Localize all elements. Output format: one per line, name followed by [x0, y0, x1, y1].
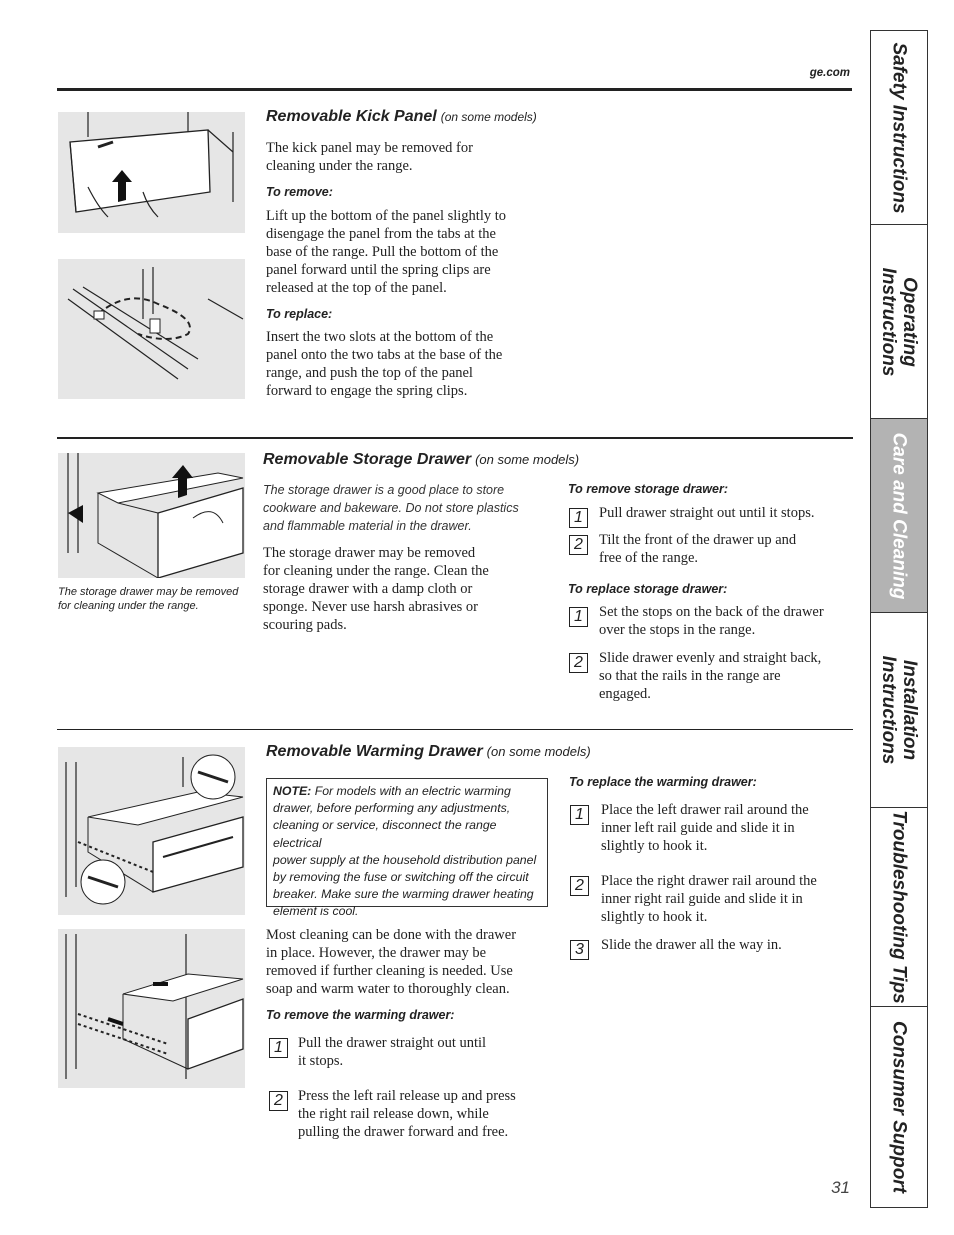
text-line: Pull the drawer straight out until: [298, 1035, 487, 1051]
tab-operating-instructions[interactable]: [871, 225, 927, 419]
text-line: in place. However, the drawer may be: [266, 945, 487, 961]
text-line: Slide the drawer all the way in.: [601, 937, 782, 953]
warming-drawer-drawing-icon: [58, 747, 245, 915]
section-tab-bar: [870, 30, 928, 1208]
text-line: range, and push the top of the panel: [266, 365, 473, 381]
step-text: [599, 603, 824, 639]
tab-label-line: Instructions: [878, 267, 899, 376]
tab-label: [878, 656, 920, 765]
kick-panel-illustration-bottom: [58, 259, 245, 399]
site-url: ge.com: [809, 67, 850, 79]
kick-panel-remove-heading: To remove:: [266, 185, 333, 199]
kick-panel-title-note: (on some models): [440, 110, 537, 124]
section-divider: [57, 729, 853, 730]
text-line: Pull drawer straight out until it stops.: [599, 505, 815, 521]
tab-installation-instructions[interactable]: [871, 613, 927, 808]
text-line: Most cleaning can be done with the drawer: [266, 927, 517, 943]
step-text: [298, 1087, 516, 1141]
storage-drawer-title-text: Removable Storage Drawer: [263, 451, 472, 468]
step-number-box: 3: [570, 940, 589, 960]
text-line: free of the range.: [599, 550, 699, 566]
warming-drawer-title-text: Removable Warming Drawer: [266, 743, 483, 760]
tab-label-line: Instructions: [878, 655, 899, 765]
text-line: slightly to hook it.: [601, 838, 708, 854]
storage-drawer-caption: [58, 585, 238, 613]
text-line: soap and warm water to thoroughly clean.: [266, 981, 510, 997]
step-number-box: 2: [569, 653, 588, 673]
text-line: cleaning or service, disconnect the range electrical: [273, 818, 497, 850]
warming-drawer-illustration-bottom: [58, 929, 245, 1088]
warming-drawer-rails-icon: [58, 929, 245, 1088]
kick-panel-illustration-top: [58, 112, 245, 233]
text-line: element is cool.: [273, 904, 359, 919]
text-line: scouring pads.: [263, 617, 347, 633]
text-line: Press the left rail release up and press: [298, 1088, 516, 1104]
tab-label-line: Consumer Support: [888, 1020, 910, 1194]
text-line: Slide drawer evenly and straight back,: [599, 650, 822, 666]
text-line: slightly to hook it.: [601, 909, 708, 925]
tab-safety-instructions[interactable]: [871, 31, 927, 225]
text-line: and flammable material in the drawer.: [263, 519, 472, 533]
text-line: Set the stops on the back of the drawer: [599, 604, 824, 620]
text-line: [273, 783, 541, 800]
text-line: Insert the two slots at the bottom of the: [266, 329, 494, 345]
text-line: breaker. Make sure the warming drawer heating: [273, 887, 534, 902]
step-text: [601, 872, 817, 926]
text-line: Tilt the front of the drawer up and: [599, 532, 797, 548]
text-line: pulling the drawer forward and free.: [298, 1124, 509, 1140]
step-text: [601, 801, 809, 855]
text-line: it stops.: [298, 1053, 344, 1069]
kick-panel-title: [266, 108, 537, 126]
text-line: panel onto the two tabs at the base of the: [266, 347, 503, 363]
tab-troubleshooting-tips[interactable]: [871, 808, 927, 1007]
step-number-box: 2: [269, 1091, 288, 1111]
tab-label-line: Operating: [899, 276, 920, 367]
storage-drawer-drawing-icon: [58, 453, 245, 578]
text-line: removed if further cleaning is needed. Use: [266, 963, 513, 979]
tab-label: [889, 42, 910, 213]
step-number-box: 2: [570, 876, 589, 896]
text-line: over the stops in the range.: [599, 622, 756, 638]
step-number-box: 1: [569, 508, 588, 528]
text-line: for cleaning under the range. Clean the: [263, 563, 489, 579]
tab-label: [889, 810, 910, 1004]
text-line: forward to engage the spring clips.: [266, 383, 468, 399]
step-text: [601, 936, 782, 954]
warming-replace-heading: To replace the warming drawer:: [569, 775, 757, 789]
text-line: Lift up the bottom of the panel slightly to: [266, 208, 507, 224]
warming-drawer-illustration-top: [58, 747, 245, 915]
storage-drawer-body: [263, 544, 489, 634]
warming-drawer-body: [266, 926, 516, 998]
tab-consumer-support[interactable]: [871, 1007, 927, 1207]
step-number-box: 1: [570, 805, 589, 825]
text-line: drawer, before performing any adjustments,: [273, 801, 511, 816]
kick-panel-drawing-icon: [58, 112, 245, 233]
warming-drawer-title-note: (on some models): [486, 744, 591, 759]
tab-label-line: Safety Instructions: [888, 41, 910, 214]
text-line: inner right rail guide and slide it in: [601, 891, 803, 907]
tab-label-line: Troubleshooting Tips: [888, 810, 910, 1004]
text-line: engaged.: [599, 686, 651, 702]
tab-label-line: Installation: [899, 659, 920, 761]
note-label: NOTE:: [273, 784, 312, 798]
step-text: [599, 531, 796, 567]
warning-note-box: [266, 778, 548, 919]
storage-drawer-title: [263, 451, 579, 469]
storage-drawer-illustration: [58, 453, 245, 578]
warming-remove-heading: To remove the warming drawer:: [266, 1008, 455, 1022]
text-line: the right rail release down, while: [298, 1106, 489, 1122]
tab-label-line: Care and Cleaning: [888, 432, 910, 599]
text-line: sponge. Never use harsh abrasives or: [263, 599, 479, 615]
storage-drawer-italic-note: [263, 481, 519, 535]
text-line: Place the left drawer rail around the: [601, 802, 809, 818]
kick-panel-title-text: Removable Kick Panel: [266, 108, 437, 125]
text-line: power supply at the household distribution panel: [273, 852, 537, 867]
text-line: The storage drawer may be removed: [58, 586, 239, 598]
spring-clip-drawing-icon: [58, 259, 245, 399]
step-number-box: 1: [569, 607, 588, 627]
step-number-box: 1: [269, 1038, 288, 1058]
text-line: The storage drawer may be removed: [263, 545, 476, 561]
text-line: base of the range. Pull the bottom of the: [266, 244, 499, 260]
text-line: panel forward until the spring clips are: [266, 262, 491, 278]
step-text: [298, 1034, 486, 1070]
text-line: cookware and bakeware. Do not store plastics: [263, 501, 519, 515]
note-text: For models with an electric warming: [314, 784, 511, 798]
header-rule: [57, 88, 852, 91]
kick-panel-intro: [266, 139, 473, 175]
tab-label: [878, 267, 920, 376]
step-number-box: 2: [569, 535, 588, 555]
text-line: storage drawer with a damp cloth or: [263, 581, 473, 597]
kick-panel-remove-text: [266, 207, 506, 297]
text-line: by removing the fuse or switching off the circuit: [273, 870, 529, 885]
kick-panel-replace-heading: To replace:: [266, 307, 333, 321]
text-line: inner left rail guide and slide it in: [601, 820, 795, 836]
tab-label: [889, 432, 910, 599]
text-line: for cleaning under the range.: [58, 600, 199, 612]
text-line: The kick panel may be removed for: [266, 140, 473, 156]
text-line: cleaning under the range.: [266, 158, 413, 174]
page-number: 31: [831, 1178, 850, 1197]
text-line: Place the right drawer rail around the: [601, 873, 817, 889]
storage-remove-heading: To remove storage drawer:: [568, 482, 729, 496]
tab-care-and-cleaning[interactable]: [871, 419, 927, 613]
step-text: [599, 649, 821, 703]
tab-label: [889, 1021, 910, 1193]
text-line: disengage the panel from the tabs at the: [266, 226, 496, 242]
step-text: [599, 504, 814, 522]
text-line: released at the top of the panel.: [266, 280, 447, 296]
storage-drawer-title-note: (on some models): [475, 452, 580, 467]
section-divider: [57, 437, 853, 439]
storage-replace-heading: To replace storage drawer:: [568, 582, 728, 596]
text-line: so that the rails in the range are: [599, 668, 781, 684]
text-line: The storage drawer is a good place to store: [263, 483, 505, 497]
warming-drawer-title: [266, 743, 591, 761]
kick-panel-replace-text: [266, 328, 502, 400]
